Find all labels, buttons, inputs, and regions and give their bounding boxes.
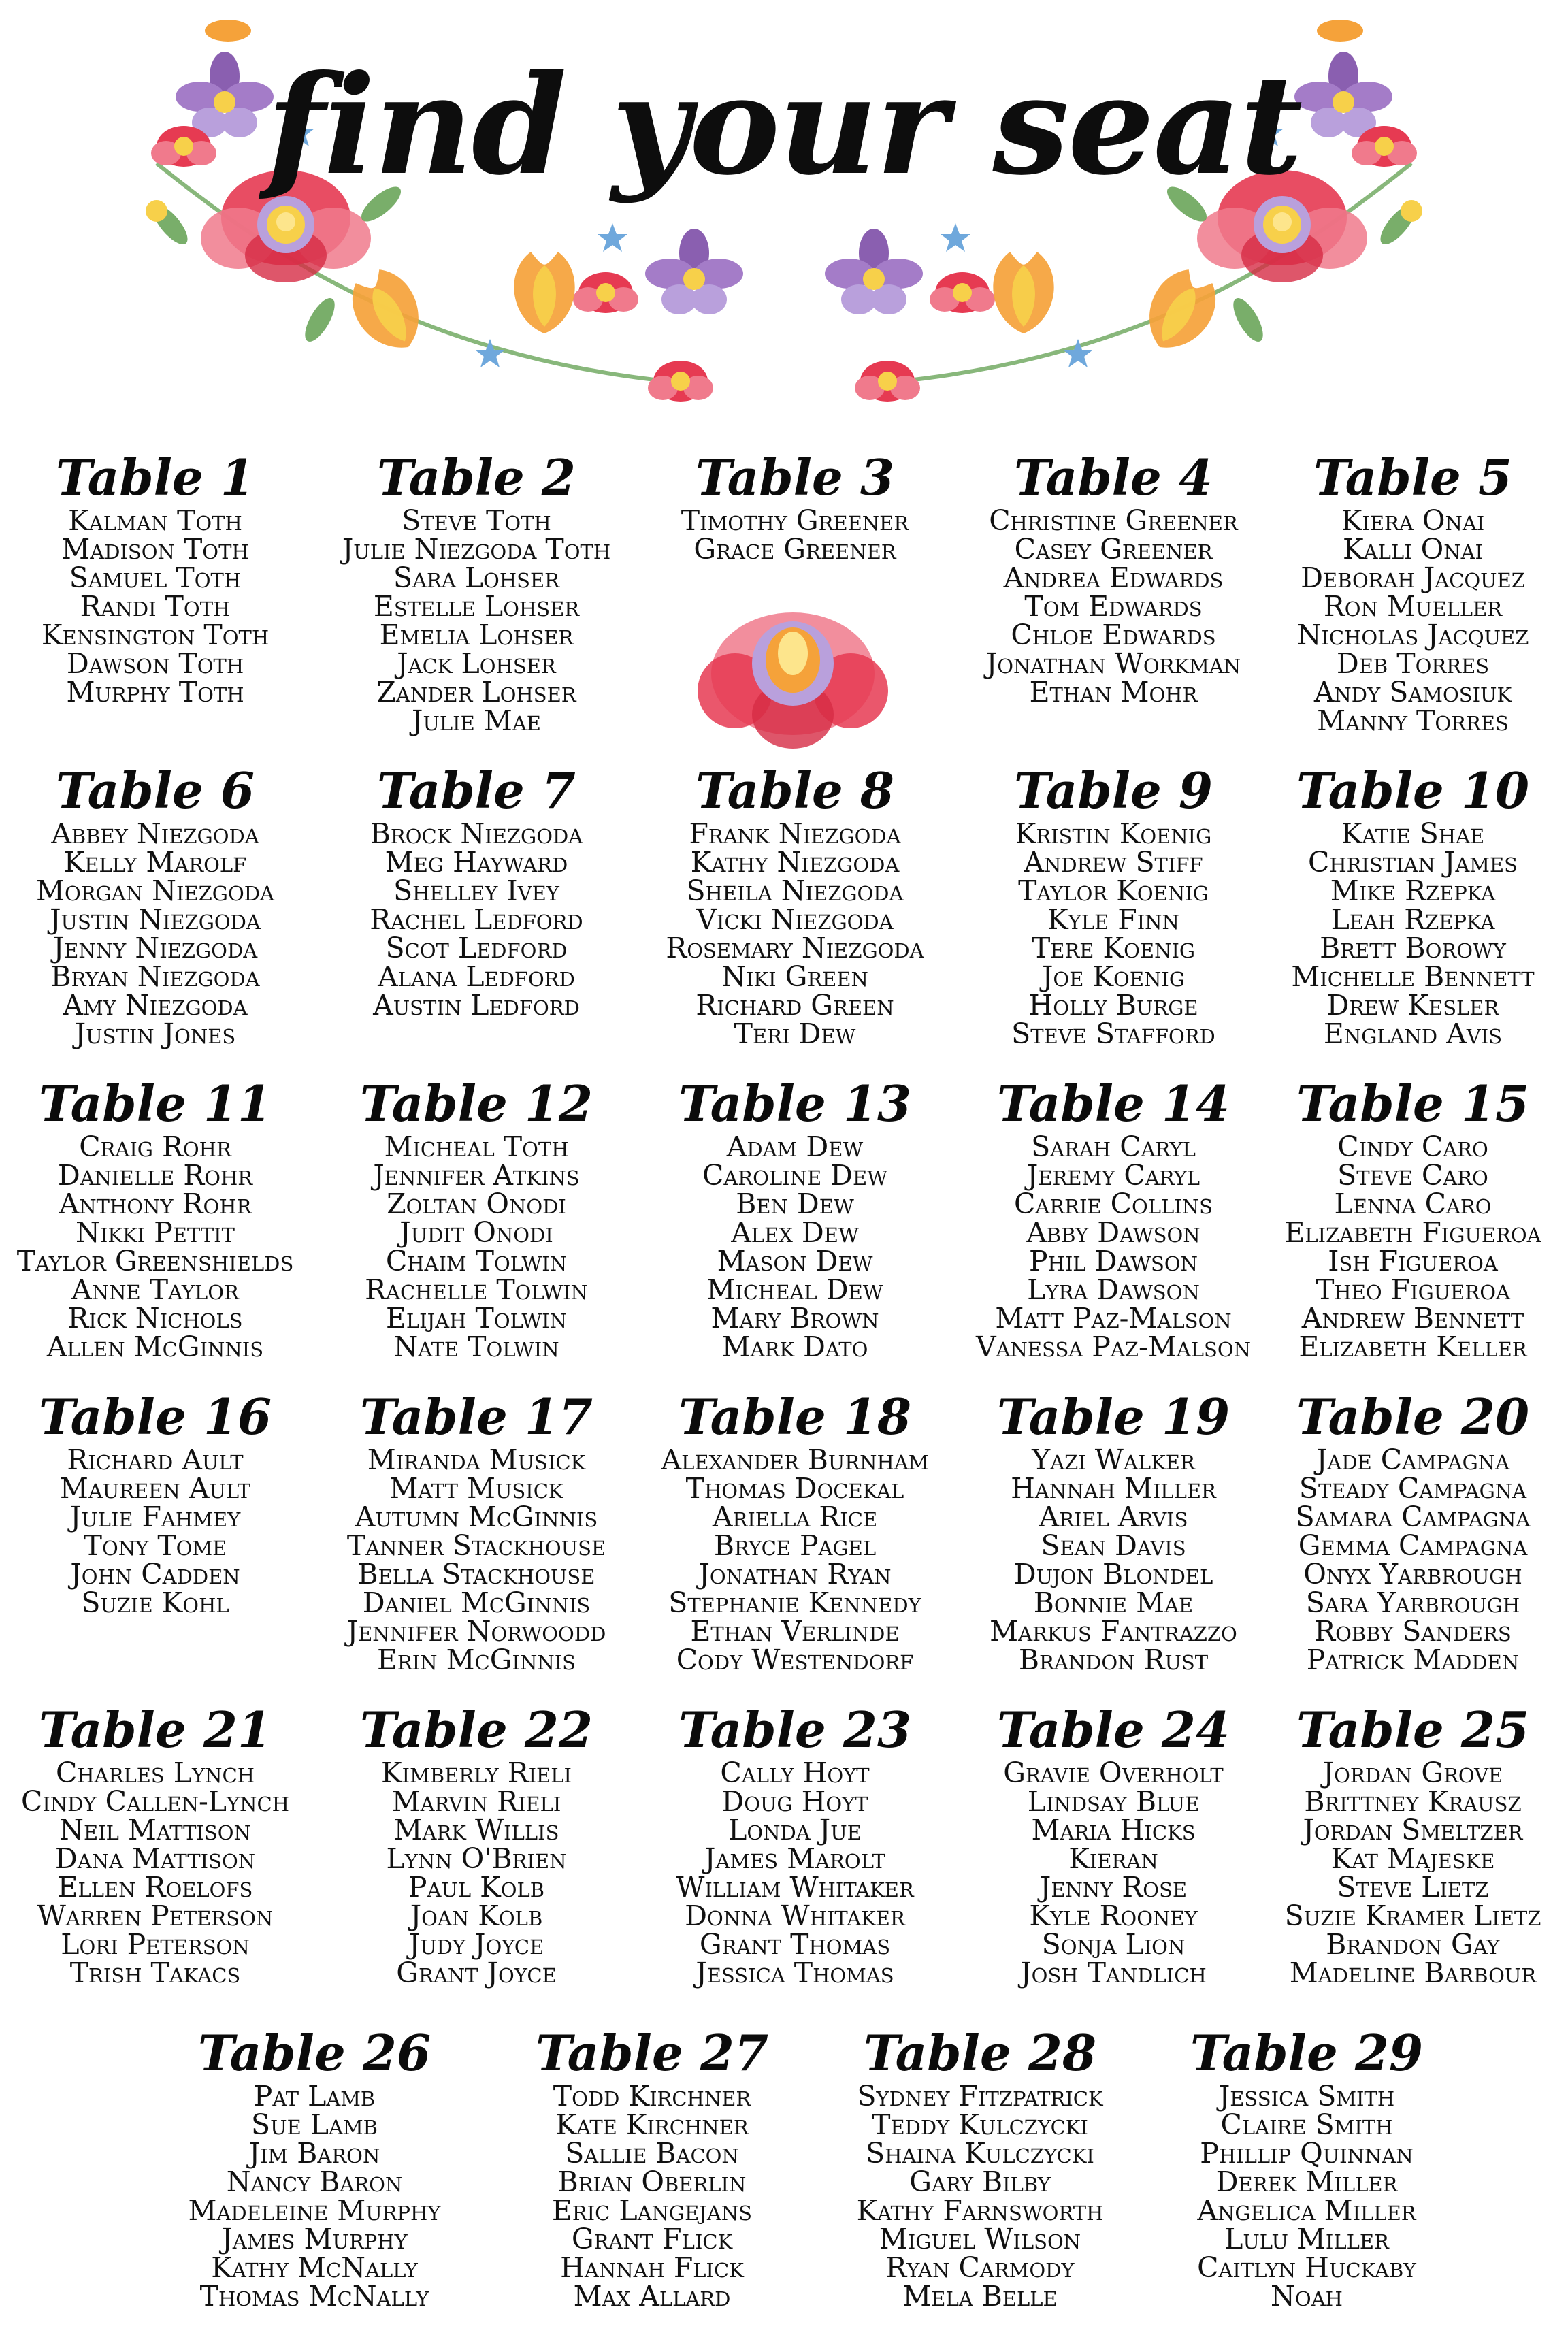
guest-name: Leah Rzepka [1330,903,1495,936]
guest-name: Justin Niezgoda [50,903,261,936]
guest-name: Max Allard [573,2280,731,2313]
table-6-block [12,762,298,1048]
guest-name: Deb Torres [1336,647,1490,680]
guest-name: Ron Mueller [1323,590,1503,623]
guest-name: Gravie Overholt [1003,1757,1224,1789]
guest-name: Julie Fahmey [69,1501,241,1533]
guest-name: Abby Dawson [1026,1216,1200,1249]
guest-name: Sean Davis [1041,1529,1186,1562]
table-3-flower-icon [694,578,892,755]
guest-name: Micheal Dew [706,1273,883,1306]
table-7-block [333,762,619,1022]
guest-name: Trish Takacs [69,1957,241,1989]
table-heading: Table 26 [197,2024,431,2082]
table-heading: Table 13 [678,1075,912,1132]
guest-name: Andrew Stiff [1024,846,1203,879]
guest-name: Lori Peterson [61,1928,250,1961]
guest-name: Shaina Kulczycki [866,2137,1094,2170]
guest-name: Gemma Campagna [1298,1529,1528,1562]
guest-name: Danielle Rohr [57,1159,253,1192]
guest-name: Dujon Blondel [1013,1558,1213,1590]
guest-name: Andrew Bennett [1301,1302,1524,1335]
guest-name: Teddy Kulczycki [872,2108,1088,2141]
guest-name: Kalman Toth [68,504,242,537]
guest-name: Grant Joyce [396,1957,557,1989]
guest-name: Craig Rohr [79,1130,231,1163]
guest-name: Madeline Barbour [1289,1957,1537,1989]
guest-name: Murphy Toth [66,676,244,708]
table-3-block [652,449,938,564]
guest-name: Holly Burge [1028,989,1198,1022]
guest-name: Richard Ault [67,1443,244,1476]
guest-name: Neil Mattison [59,1814,251,1846]
guest-name: Patrick Madden [1306,1644,1520,1676]
table-heading: Table 5 [1313,448,1512,506]
guest-name: Ariel Arvis [1039,1501,1188,1533]
guest-name: Paul Kolb [408,1871,545,1904]
table-heading: Table 12 [359,1075,593,1132]
guest-name: Jordan Smeltzer [1303,1814,1523,1846]
guest-name: Caroline Dew [702,1159,888,1192]
guest-name: Markus Fantrazzo [990,1615,1237,1648]
guest-name: Cody Westendorf [676,1644,914,1676]
table-heading: Table 14 [996,1075,1230,1132]
guest-name: Lenna Caro [1334,1188,1492,1220]
guest-name: Kat Majeske [1330,1842,1495,1875]
guest-name: Hannah Miller [1011,1472,1216,1505]
guest-name: John Cadden [70,1558,240,1590]
guest-name: Bella Stackhouse [357,1558,595,1590]
table-heading: Table 15 [1296,1075,1530,1132]
guest-name: Warren Peterson [37,1899,274,1932]
table-heading: Table 20 [1296,1388,1530,1446]
guest-name: Kathy Farnsworth [856,2194,1104,2227]
guest-name: Nancy Baron [226,2166,403,2198]
table-23-block [652,1701,938,1987]
guest-name: England Avis [1323,1017,1503,1050]
guest-name: Austin Ledford [373,989,580,1022]
guest-name: Jonathan Ryan [698,1558,892,1590]
guest-name: Matt Musick [389,1472,564,1505]
guest-name: Casey Greener [1014,533,1213,566]
guest-name: Madison Toth [61,533,249,566]
guest-name: Derek Miller [1215,2166,1398,2198]
guest-name: Maria Hicks [1031,1814,1196,1846]
table-29-block [1164,2024,1450,2313]
table-11-block [12,1075,298,1361]
guest-name: Jeremy Caryl [1026,1159,1200,1192]
guest-name: Hannah Flick [560,2251,744,2284]
guest-name: Thomas McNally [199,2280,429,2313]
guest-name: Lyra Dawson [1027,1273,1200,1306]
guest-name: Sara Lohser [393,561,559,594]
guest-name: Steve Toth [402,504,551,537]
table-heading: Table 18 [678,1388,912,1446]
table-heading: Table 22 [359,1701,593,1759]
guest-name: Tony Tome [83,1529,227,1562]
guest-name: Taylor Greenshields [16,1245,294,1277]
guest-name: Samuel Toth [69,561,242,594]
table-12-block [333,1075,619,1361]
guest-name: Elizabeth Figueroa [1284,1216,1541,1249]
guest-name: Justin Jones [74,1017,236,1050]
guest-name: Julie Niezgoda Toth [342,533,611,566]
guest-name: Thomas Docekal [685,1472,904,1505]
guest-name: Bryan Niezgoda [50,960,260,993]
guest-name: Kate Kirchner [555,2108,749,2141]
table-10-block [1270,762,1556,1048]
guest-name: Rachelle Tolwin [365,1273,588,1306]
guest-name: Mark Dato [721,1330,868,1363]
guest-name: Suzie Kramer Lietz [1284,1899,1541,1932]
guest-name: Kathy McNally [211,2251,418,2284]
table-1-block [12,449,298,706]
guest-name: Miguel Wilson [879,2223,1081,2255]
guest-name: Daniel McGinnis [362,1586,591,1619]
table-heading: Table 11 [38,1075,272,1132]
guest-name: Sallie Bacon [565,2137,739,2170]
guest-name: Meg Hayward [385,846,568,879]
guest-name: Ellen Roelofs [57,1871,253,1904]
guest-name: Madeleine Murphy [188,2194,441,2227]
guest-name: Jenny Niezgoda [52,932,258,964]
guest-name: Manny Torres [1317,704,1509,737]
table-heading: Table 23 [678,1701,912,1759]
guest-name: Rosemary Niezgoda [666,932,924,964]
table-22-block [333,1701,619,1987]
guest-name: Estelle Lohser [373,590,580,623]
guest-name: Drew Kesler [1326,989,1499,1022]
table-heading: Table 3 [695,448,894,506]
guest-name: Kristin Koenig [1015,817,1212,850]
guest-name: Adam Dew [726,1130,864,1163]
table-14-block [970,1075,1256,1361]
guest-name: Kyle Finn [1047,903,1179,936]
guest-name: Vanessa Paz-Malson [975,1330,1252,1363]
table-2-block [333,449,619,735]
table-9-block [970,762,1256,1048]
guest-name: Tere Koenig [1031,932,1196,964]
guest-name: Judit Onodi [399,1216,553,1249]
guest-name: Taylor Koenig [1018,875,1209,907]
guest-name: Todd Kirchner [553,2080,751,2112]
guest-name: Julie Mae [412,704,541,737]
guest-name: Ben Dew [736,1188,854,1220]
guest-name: Kensington Toth [41,619,270,651]
guest-name: Jessica Thomas [696,1957,894,1989]
guest-name: Sarah Caryl [1031,1130,1196,1163]
table-heading: Table 29 [1190,2024,1424,2082]
guest-name: Brock Niezgoda [370,817,583,850]
guest-name: Tanner Stackhouse [346,1529,606,1562]
guest-name: Judy Joyce [408,1928,544,1961]
table-17-block [333,1388,619,1674]
guest-name: Timothy Greener [681,504,909,537]
guest-name: Kathy Niezgoda [690,846,900,879]
guest-name: Mark Willis [393,1814,559,1846]
guest-name: Elijah Tolwin [385,1302,568,1335]
guest-name: Ryan Carmody [885,2251,1075,2284]
guest-name: Cindy Caro [1337,1130,1488,1163]
guest-name: Grant Flick [571,2223,733,2255]
guest-name: Kelly Marolf [63,846,247,879]
table-heading: Table 16 [38,1388,272,1446]
table-heading: Table 27 [535,2024,769,2082]
table-21-block [12,1701,298,1987]
guest-name: Donna Whitaker [685,1899,905,1932]
guest-name: Jade Campagna [1316,1443,1510,1476]
guest-name: Phillip Quinnan [1200,2137,1414,2170]
guest-name: Samara Campagna [1295,1501,1531,1533]
guest-name: Andy Samosiuk [1313,676,1512,708]
guest-name: Bryce Pagel [713,1529,877,1562]
guest-name: Alana Ledford [378,960,575,993]
guest-name: Robby Sanders [1314,1615,1512,1648]
guest-name: Grace Greener [693,533,896,566]
guest-name: Scot Ledford [385,932,568,964]
guest-name: Sonja Lion [1041,1928,1186,1961]
table-24-block [970,1701,1256,1987]
guest-name: Sydney Fitzpatrick [857,2080,1103,2112]
guest-name: Steve Lietz [1337,1871,1489,1904]
guest-name: Brian Oberlin [557,2166,747,2198]
table-16-block [12,1388,298,1617]
guest-name: James Marolt [704,1842,885,1875]
guest-name: Mary Brown [710,1302,879,1335]
guest-name: Dana Mattison [54,1842,256,1875]
guest-name: Sheila Niezgoda [686,875,904,907]
guest-name: Brandon Gay [1326,1928,1500,1961]
guest-name: Kyle Rooney [1029,1899,1198,1932]
guest-name: Katie Shae [1341,817,1485,850]
guest-name: Jim Baron [248,2137,380,2170]
guest-name: Brandon Rust [1018,1644,1209,1676]
table-heading: Table 10 [1296,762,1530,819]
guest-name: Lynn O'Brien [386,1842,567,1875]
table-20-block [1270,1388,1556,1674]
guest-name: Dawson Toth [66,647,244,680]
table-13-block [652,1075,938,1361]
guest-name: Nicholas Jacquez [1296,619,1529,651]
guest-name: Angelica Miller [1197,2194,1416,2227]
table-heading: Table 8 [695,762,894,819]
guest-name: Teri Dew [734,1017,856,1050]
guest-name: Kimberly Rieli [381,1757,572,1789]
table-heading: Table 24 [996,1701,1230,1759]
page-title: find your seat [266,46,1302,206]
guest-name: Carrie Collins [1014,1188,1213,1220]
table-heading: Table 21 [38,1701,272,1759]
guest-name: Michelle Bennett [1291,960,1535,993]
guest-name: Vicki Niezgoda [696,903,894,936]
guest-name: Kalli Onai [1343,533,1483,566]
guest-name: Ariella Rice [712,1501,878,1533]
guest-name: Cally Hoyt [720,1757,870,1789]
guest-name: Christine Greener [989,504,1238,537]
table-27-block [509,2024,795,2313]
guest-name: Abbey Niezgoda [51,817,259,850]
guest-name: Jenny Rose [1039,1871,1188,1904]
guest-name: Kieran [1068,1842,1158,1875]
guest-name: Grant Thomas [699,1928,891,1961]
guest-name: Theo Figueroa [1316,1273,1510,1306]
guest-name: Stephanie Kennedy [668,1586,921,1619]
guest-name: Matt Paz-Malson [995,1302,1232,1335]
guest-name: Joan Kolb [410,1899,543,1932]
guest-name: Brittney Krausz [1304,1785,1522,1818]
guest-name: Ethan Mohr [1029,676,1198,708]
table-25-block [1270,1701,1556,1987]
guest-name: Sara Yarbrough [1305,1586,1520,1619]
guest-name: Amy Niezgoda [63,989,248,1022]
guest-name: Anthony Rohr [59,1188,252,1220]
table-heading: Table 9 [1013,762,1213,819]
guest-name: Chloe Edwards [1011,619,1216,651]
guest-name: Autumn McGinnis [355,1501,598,1533]
guest-name: Frank Niezgoda [689,817,901,850]
guest-name: Nikki Pettit [76,1216,235,1249]
guest-name: Mike Rzepka [1330,875,1496,907]
guest-name: Alexander Burnham [661,1443,929,1476]
guest-name: Charles Lynch [56,1757,255,1789]
guest-name: Ethan Verlinde [690,1615,900,1648]
guest-name: Suzie Kohl [81,1586,229,1619]
guest-name: Miranda Musick [367,1443,586,1476]
guest-name: Erin McGinnis [376,1644,576,1676]
table-heading: Table 2 [376,448,576,506]
guest-name: Maureen Ault [59,1472,251,1505]
table-heading: Table 7 [376,762,576,819]
guest-name: Noah [1271,2280,1343,2313]
guest-name: Lindsay Blue [1027,1785,1200,1818]
guest-name: Mason Dew [717,1245,873,1277]
guest-name: Christian James [1307,846,1518,879]
guest-name: Eric Langejans [551,2194,753,2227]
guest-name: Micheal Toth [384,1130,569,1163]
guest-name: Anne Taylor [71,1273,239,1306]
guest-name: Gary Bilby [909,2166,1051,2198]
guest-name: Randi Toth [80,590,231,623]
table-heading: Table 4 [1013,448,1213,506]
guest-name: Alex Dew [731,1216,859,1249]
guest-name: Deborah Jacquez [1301,561,1525,594]
guest-name: Cindy Callen-Lynch [20,1785,290,1818]
guest-name: Zander Lohser [376,676,576,708]
guest-name: Onyx Yarbrough [1303,1558,1522,1590]
guest-name: Jonathan Workman [985,647,1241,680]
guest-name: Joe Koenig [1042,960,1185,993]
guest-name: Kiera Onai [1341,504,1485,537]
guest-name: Zoltan Onodi [387,1188,566,1220]
guest-name: Phil Dawson [1028,1245,1198,1277]
guest-name: Mela Belle [902,2280,1058,2313]
guest-name: Londa Jue [728,1814,862,1846]
guest-name: Rick Nichols [67,1302,243,1335]
guest-name: Morgan Niezgoda [36,875,274,907]
table-heading: Table 28 [863,2024,1097,2082]
guest-name: Chaim Tolwin [385,1245,568,1277]
guest-name: Emelia Lohser [379,619,574,651]
table-15-block [1270,1075,1556,1361]
guest-name: Brett Borowy [1320,932,1506,964]
guest-name: Doug Hoyt [721,1785,868,1818]
guest-name: Jessica Smith [1218,2080,1395,2112]
guest-name: Richard Green [696,989,894,1022]
guest-name: Steve Caro [1337,1159,1488,1192]
table-28-block [837,2024,1123,2313]
guest-name: William Whitaker [676,1871,914,1904]
table-heading: Table 6 [55,762,255,819]
guest-name: Jennifer Norwoodd [346,1615,606,1648]
table-heading: Table 1 [55,448,255,506]
guest-name: Tom Edwards [1024,590,1203,623]
guest-name: Josh Tandlich [1020,1957,1207,1989]
guest-name: Sue Lamb [251,2108,378,2141]
guest-name: Bonnie Mae [1033,1586,1194,1619]
guest-name: Claire Smith [1220,2108,1393,2141]
table-4-block [970,449,1256,706]
guest-name: Allen McGinnis [46,1330,264,1363]
guest-name: Jack Lohser [397,647,556,680]
table-heading: Table 25 [1296,1701,1530,1759]
table-heading: Table 17 [359,1388,593,1446]
guest-name: Nate Tolwin [393,1330,559,1363]
guest-name: Caitlyn Huckaby [1197,2251,1416,2284]
guest-name: Jennifer Atkins [373,1159,580,1192]
guest-name: Andrea Edwards [1003,561,1224,594]
guest-name: Shelley Ivey [393,875,559,907]
table-heading: Table 19 [996,1388,1230,1446]
guest-name: Elizabeth Keller [1298,1330,1527,1363]
guest-name: Yazi Walker [1032,1443,1195,1476]
guest-name: Rachel Ledford [370,903,583,936]
guest-name: Ish Figueroa [1328,1245,1498,1277]
guest-name: Jordan Grove [1322,1757,1503,1789]
table-26-block [172,2024,457,2313]
table-19-block [970,1388,1256,1674]
guest-name: Marvin Rieli [391,1785,561,1818]
guest-name: Lulu Miller [1224,2223,1389,2255]
guest-name: Niki Green [721,960,868,993]
table-8-block [652,762,938,1048]
guest-name: Steve Stafford [1011,1017,1215,1050]
table-5-block [1270,449,1556,735]
guest-name: James Murphy [221,2223,408,2255]
table-18-block [652,1388,938,1674]
guest-name: Steady Campagna [1298,1472,1527,1505]
guest-name: Pat Lamb [253,2080,376,2112]
